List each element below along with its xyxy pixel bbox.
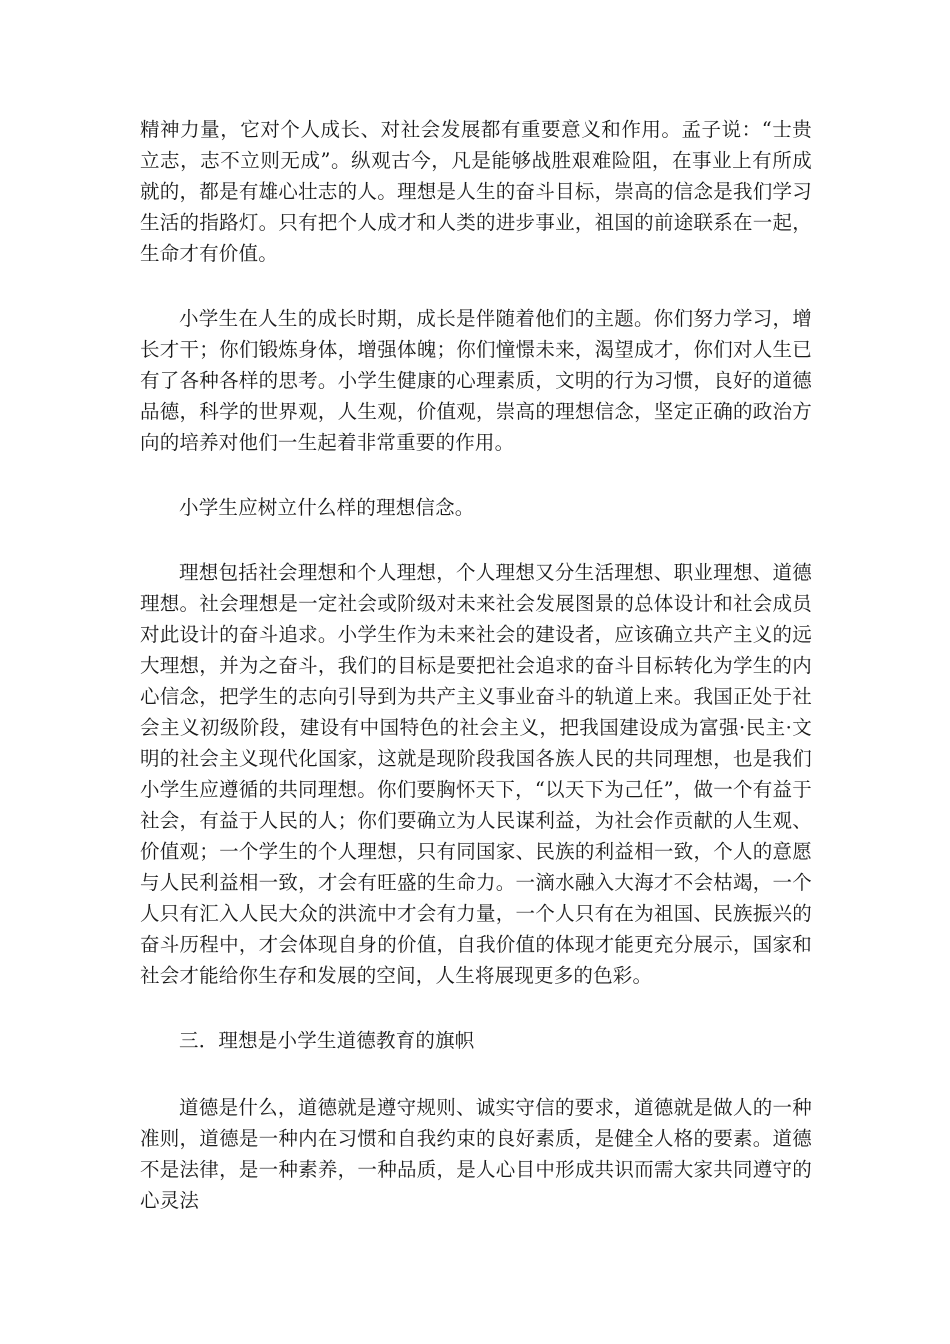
paragraph-continuation: 精神力量，它对个人成长、对社会发展都有重要意义和作用。孟子说：“士贵立志，志不立则无成”。纵观古今，凡是能够战胜艰难险阻，在事业上有所成就的，都是有雄心壮志的人。理想是人生的奋斗目标，崇高的信念是我们学习生活的指路灯。只有把个人成才和人类的进步事业，祖国的前途联系在一起，生命才有价值。	[140, 118, 812, 265]
paragraph-question: 小学生应树立什么样的理想信念。	[179, 496, 475, 519]
paragraph-growth: 小学生在人生的成长时期，成长是伴随着他们的主题。你们努力学习，增长才干；你们锻炼身体，增强体魄；你们憧憬未来，渴望成才，你们对人生已有了各种各样的思考。小学生健康的心理素质，文明的行为习惯，良好的道德品德，科学的世界观，人生观，价值观，崇高的理想信念，坚定正确的政治方向的培养对他们一生起着非常重要的作用。	[140, 307, 812, 454]
paragraph-ideals: 理想包括社会理想和个人理想，个人理想又分生活理想、职业理想、道德理想。社会理想是一定社会或阶级对未来社会发展图景的总体设计和社会成员对此设计的奋斗追求。小学生作为未来社会的建设者，应该确立共产主义的远大理想，并为之奋斗，我们的目标是要把社会追求的奋斗目标转化为学生的内心信念，把学生的志向引导到为共产主义事业奋斗的轨道上来。我国正处于社会主义初级阶段，建设有中国特色的社会主义，把我国建设成为富强·民主·文明的社会主义现代化国家，这就是现阶段我国各族人民的共同理想，也是我们小学生应遵循的共同理想。你们要胸怀天下，“以天下为己任”，做一个有益于社会，有益于人民的人；你们要确立为人民谋利益，为社会作贡献的人生观、价值观；一个学生的个人理想，只有同国家、民族的利益相一致，个人的意愿与人民利益相一致，才会有旺盛的生命力。一滴水融入大海才不会枯竭，一个人只有汇入人民大众的洪流中才会有力量，一个人只有在为祖国、民族振兴的奋斗历程中，才会体现自身的价值，自我价值的体现才能更充分展示，国家和社会才能给你生存和发展的空间，人生将展现更多的色彩。	[140, 561, 812, 987]
paragraph-morality: 道德是什么，道德就是遵守规则、诚实守信的要求，道德就是做人的一种准则，道德是一种内在习惯和自我约束的良好素质，是健全人格的要素。道德不是法律，是一种素养，一种品质，是人心目中形成共识而需大家共同遵守的心灵法	[140, 1096, 812, 1212]
document-body	[140, 114, 812, 1250]
section-heading: 三．理想是小学生道德教育的旗帜	[179, 1029, 475, 1052]
